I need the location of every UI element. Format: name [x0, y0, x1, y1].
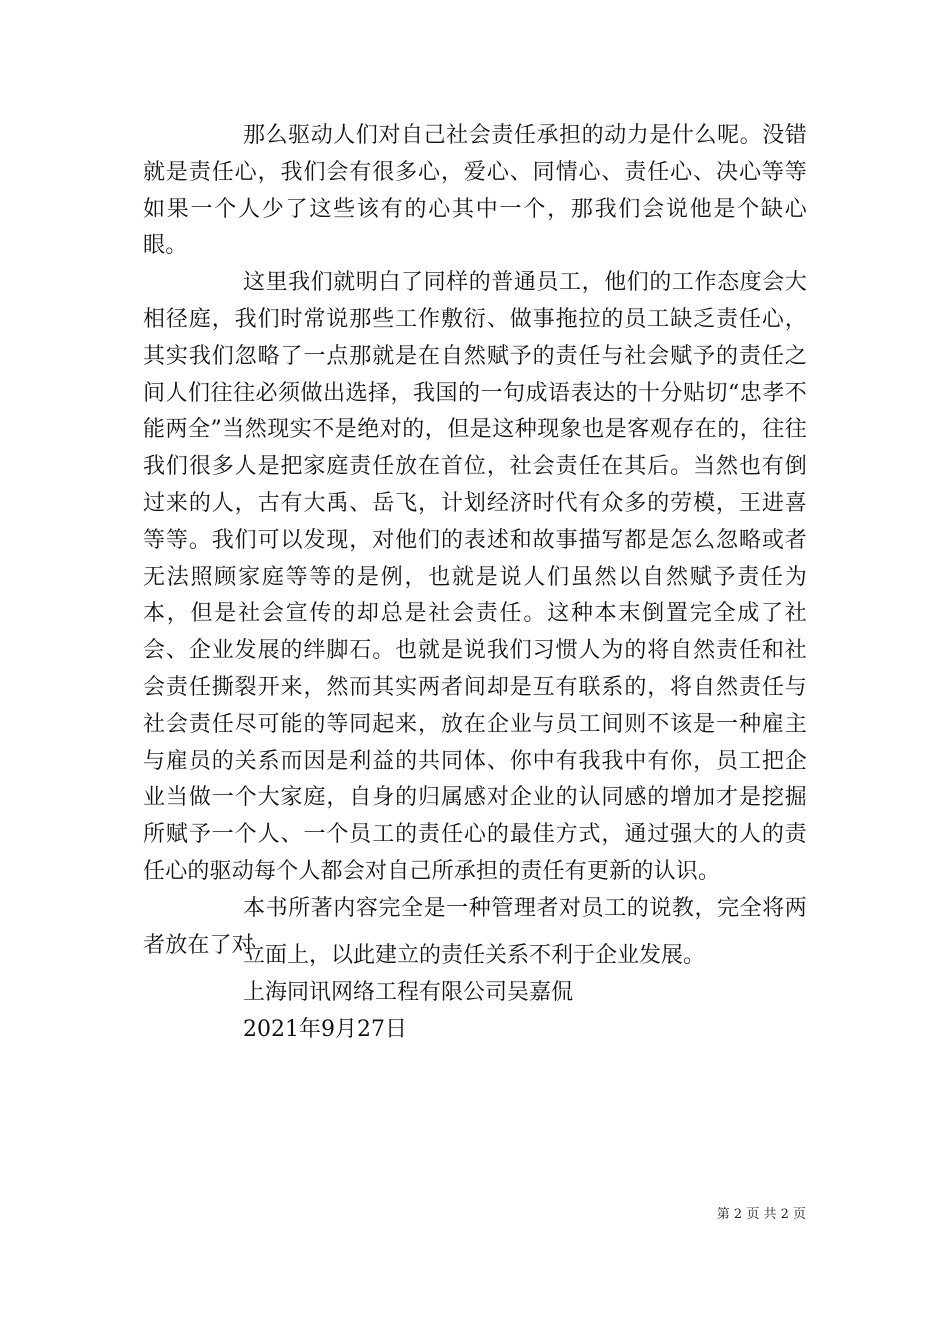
closing-block: [243, 938, 803, 1048]
page-footer: 第 2 页 共 2 页: [716, 1207, 806, 1222]
paragraph-1: 那么驱动人们对自己社会责任承担的动力是什么呢。没错就是责任心，我们会有很多心，爱心、同情心、责任心、决心等等如果一个人少了这些该有的心其中一个，那我们会说他是个缺心眼。: [143, 123, 807, 259]
continuation-line: 立面上，以此建立的责任关系不利于企业发展。: [243, 943, 706, 968]
paragraph-3: 本书所著内容完全是一种管理者对员工的说教，完全将两者放在了对: [143, 895, 807, 958]
document-date: 2021年9月27日: [243, 1016, 407, 1042]
author-signature: 上海同讯网络工程有限公司吴嘉侃: [243, 979, 574, 1005]
body-text: [143, 118, 807, 964]
paragraph-2: 这里我们就明白了同样的普通员工，他们的工作态度会大相径庭，我们时常说那些工作敷衍、做事拖拉的员工缺乏责任心，其实我们忽略了一点那就是在自然赋予的责任与社会赋予的责任之间人们往往必须做出选择，我国的一句成语表达的十分贴切“忠孝不能两全”当然现实不是绝对的，但是这种现象也是客观存在的，往往我们很多人是把家庭责任放在首位，社会责任在其后。当然也有倒过来的人，古有大禹、岳飞，计划经济时代有众多的劳模，王进喜等等。我们可以发现，对他们的表述和故事描写都是怎么忽略或者无法照顾家庭等等的是例，也就是说人们虽然以自然赋予责任为本，但是社会宣传的却总是社会责任。这种本末倒置完全成了社会、企业发展的绊脚石。也就是说我们习惯人为的将自然责任和社会责任撕裂开来，然而其实两者间却是互有联系的，将自然责任与社会责任尽可能的等同起来，放在企业与员工间则不该是一种雇主与雇员的关系而因是利益的共同体、你中有我我中有你，员工把企业当做一个大家庭，自身的归属感对企业的认同感的增加才是挖掘所赋予一个人、一个员工的责任心的最佳方式，通过强大的人的责任心的驱动每个人都会对自己所承担的责任有更新的认识。: [143, 270, 807, 884]
